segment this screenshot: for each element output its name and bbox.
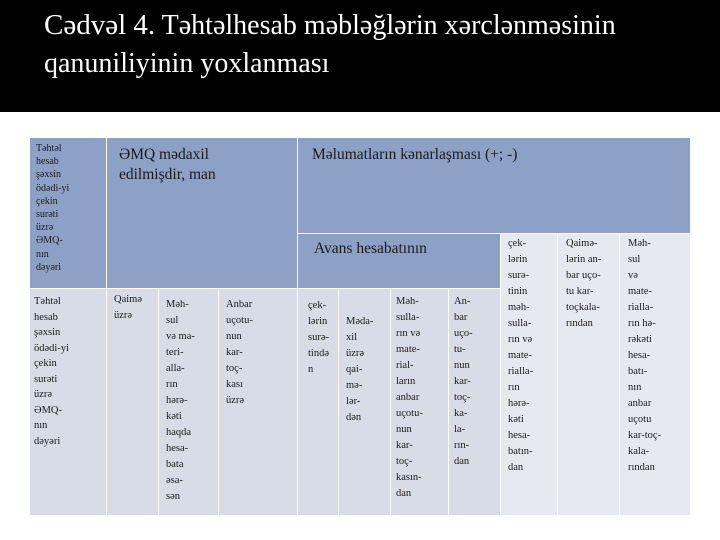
separator: [448, 289, 449, 515]
slide-title: [44, 6, 704, 83]
body-text-ceklerin: çek- lərin surə- tinin məh- sulla- rın və mate- rialla- rın hərə- kəti hesa- batın- dan: [508, 238, 534, 473]
body-text-mehsullarin: Məh- sulla- rın və mate- rial- ların anbar uçotu- nun kar- toç- kasın- dan: [396, 296, 423, 499]
separator: [557, 234, 558, 515]
header-cell-deviation: Məlumatların kənarlaşması (+; -): [312, 146, 518, 163]
separator: [619, 234, 620, 515]
header-cell-check-value: Təhtəl hesab şəxsin ödədi-yi çekin surəti üzrə ƏMQ- nın dəyəri: [30, 138, 106, 288]
separator: [338, 289, 339, 515]
body-text-mehsul2: Məh- sul və mate- rialla- rın hə- rəkəti hesa- batı- nın anbar uçotu kar-toç- kala- rından: [628, 238, 662, 473]
body-text-cek: çek- lərin surə- tində n: [308, 300, 329, 375]
header-cell-advance: Avans hesabatının: [314, 240, 427, 257]
separator: [106, 138, 107, 515]
title-table-number: Cədvəl 4.: [44, 9, 156, 41]
title-line2: qanuniliyinin yoxlanması: [44, 48, 330, 79]
data-table: [30, 138, 690, 515]
row-divider: [298, 233, 690, 234]
body-text-qaime: Qaimə üzrə: [114, 294, 142, 321]
separator: [500, 234, 501, 515]
body-text-medaxil: Məda- xil üzrə qai- mə- lər- dən: [346, 316, 374, 423]
separator: [297, 138, 298, 515]
body-text-anbar2: An- bar uço- tu- nun kar- toç- ka- la- rın- dan: [454, 296, 473, 467]
separator: [390, 289, 391, 515]
header-cell-emq: ƏMQ mədaxil edilmişdir, man: [107, 138, 297, 288]
title-line1: Təhtəlhesab məbləğlərin xərclənməsinin: [155, 10, 616, 41]
body-text-check-value: Təhtəl hesab şəxsin ödədi-yi çekin surəti üzrə ƏMQ- nın dəyəri: [34, 296, 69, 447]
separator: [158, 289, 159, 515]
body-text-mehsul: Məh- sul və ma- teri- alla- rın hərə- kəti haqda hesa- bata əsa- sən: [166, 299, 195, 502]
body-text-qaimelerin: Qaimə- lərin an- bar uço- tu kar- toçkala- rından: [566, 238, 602, 329]
body-text-anbar: Anbar uçotu- nun kar- toç- kası üzrə: [226, 299, 253, 406]
separator: [218, 289, 219, 515]
row-divider: [30, 288, 500, 289]
